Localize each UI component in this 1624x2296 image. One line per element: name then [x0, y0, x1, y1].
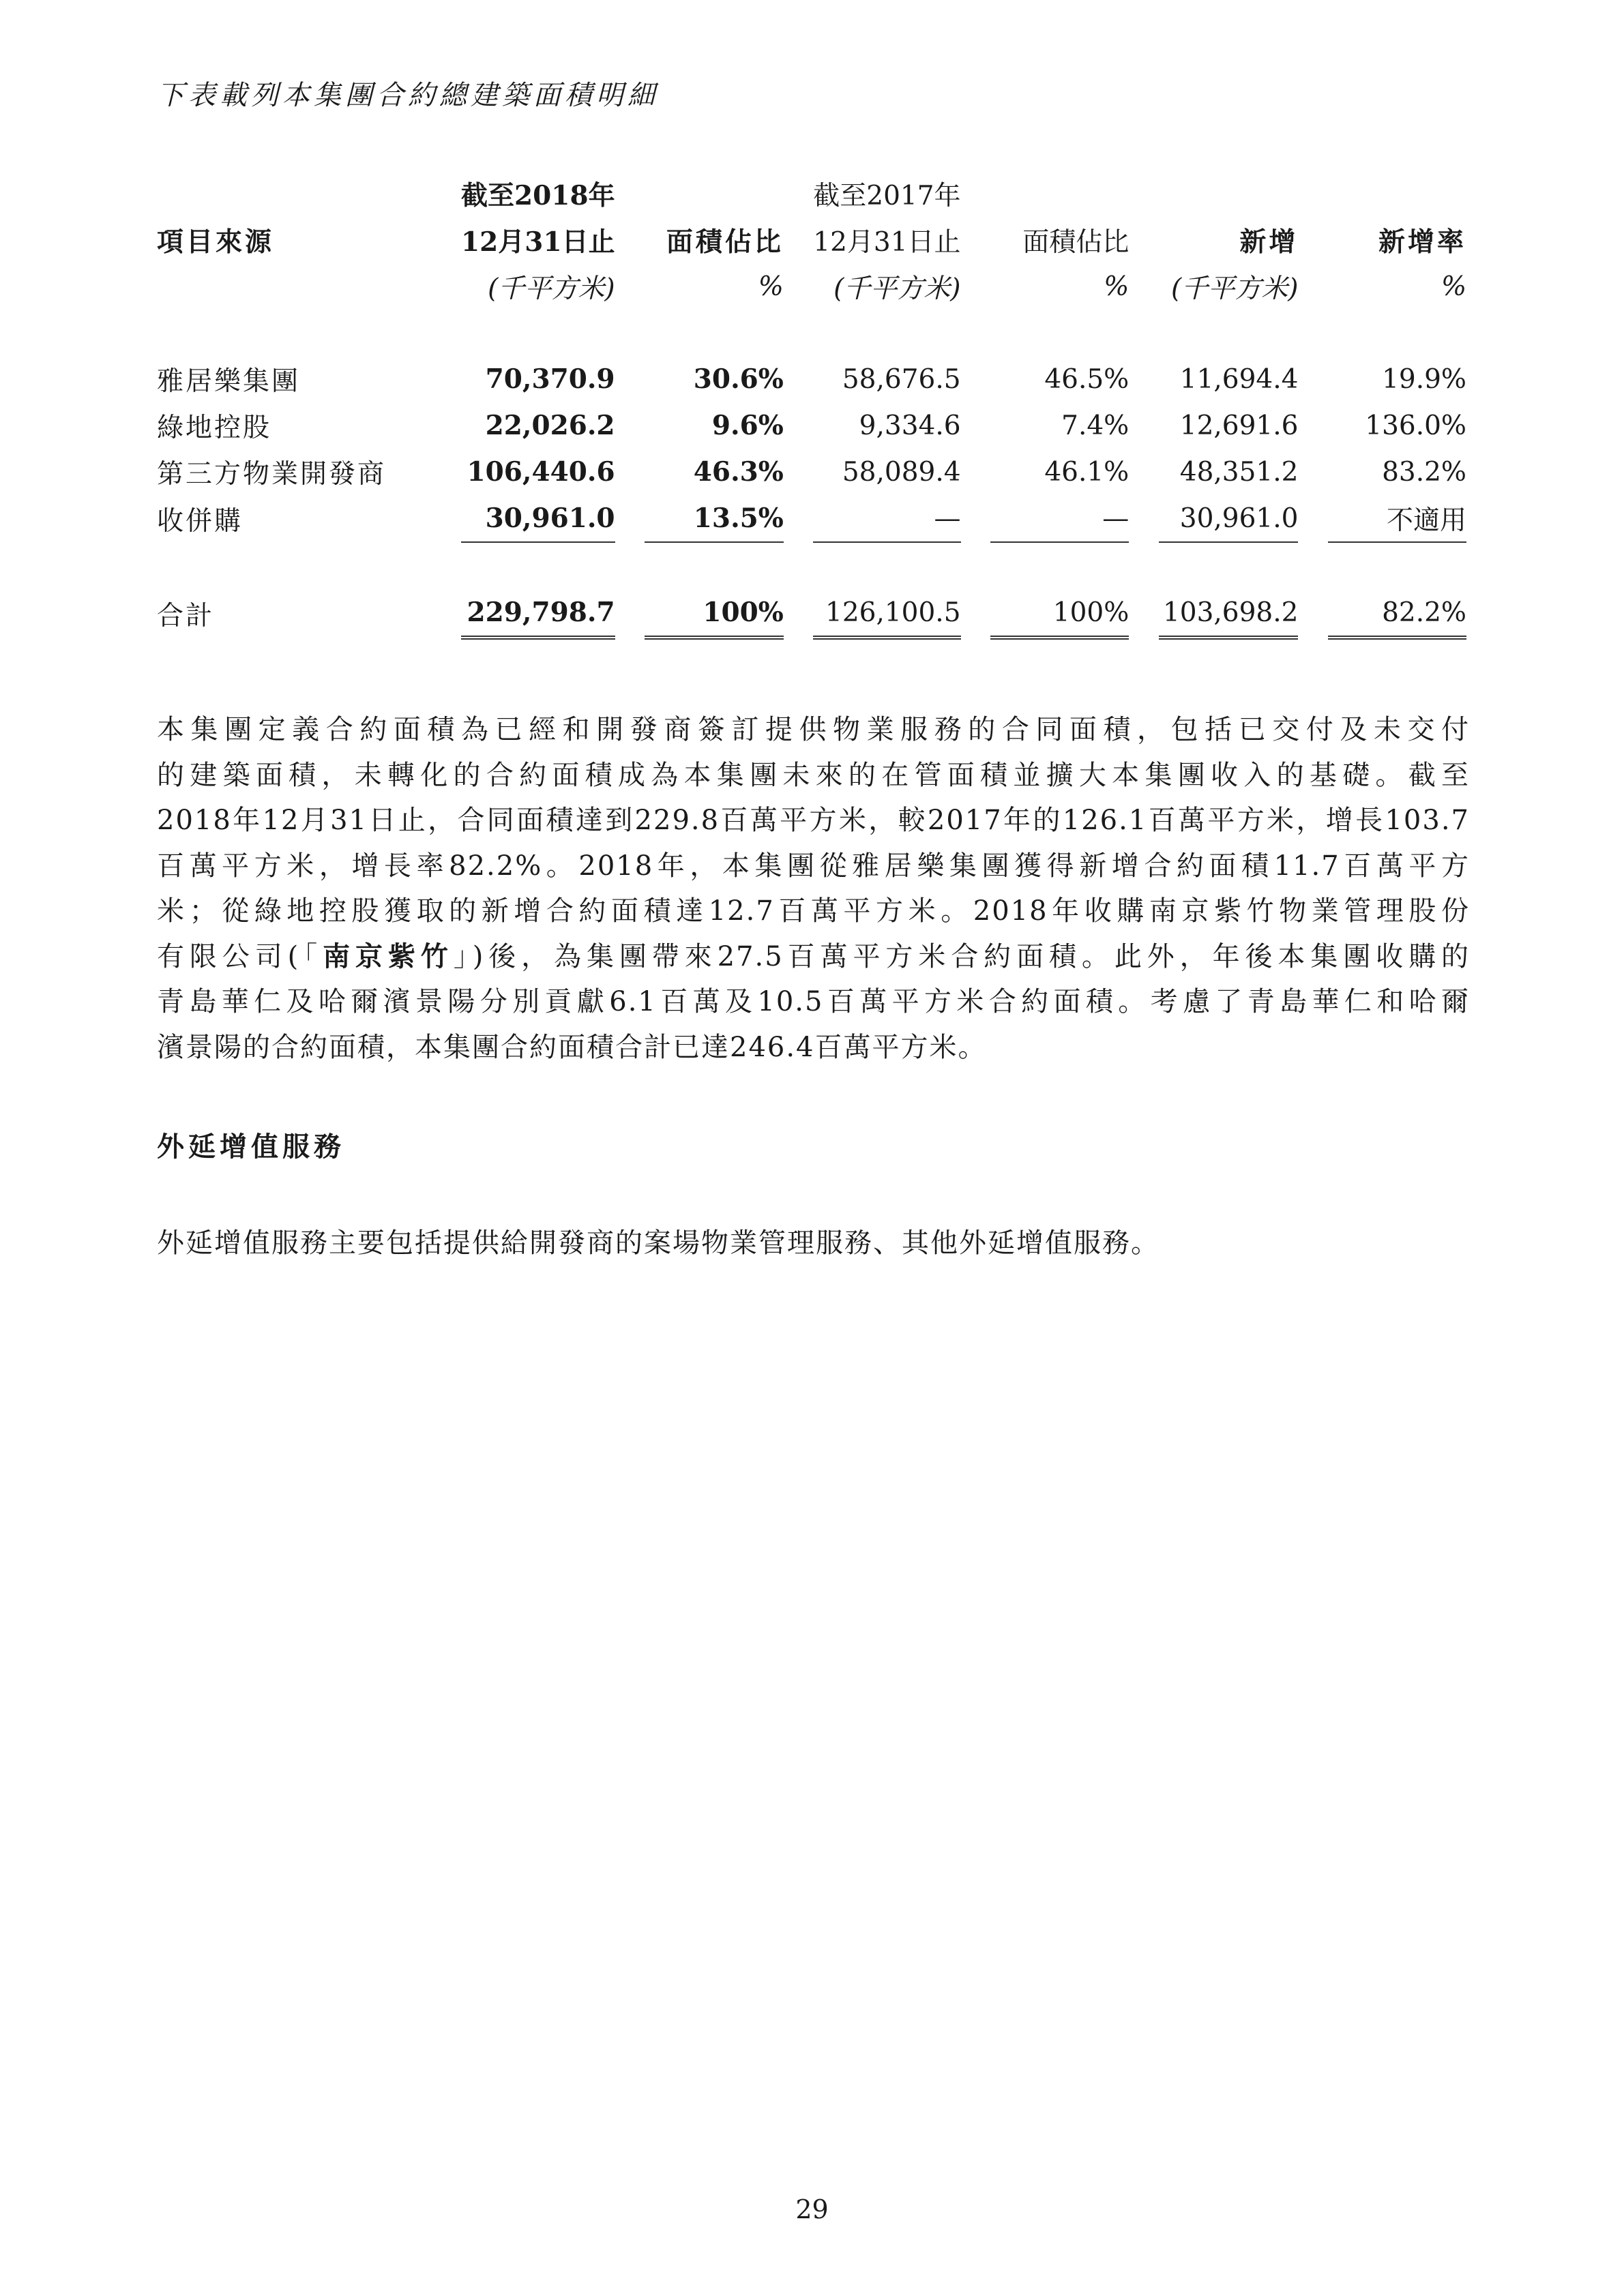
cell-area-2017: — — [813, 495, 960, 542]
unit-rate: % — [1441, 271, 1466, 302]
table-row — [157, 402, 1466, 449]
contract-area-table — [157, 170, 1466, 640]
paragraph-text: 」)後，為集團帶來27.5百萬平方米合約面積。此外，年後本集團收購的 — [453, 940, 1471, 972]
cell-share-2018: 30.6% — [693, 363, 784, 395]
header-share-2017: 面積佔比 — [1022, 227, 1130, 258]
cell-increase: 11,694.4 — [1179, 363, 1299, 395]
row-source: 雅居樂集團 — [157, 366, 301, 397]
cell-rate: 不適用 — [1328, 495, 1466, 542]
row-source: 第三方物業開發商 — [157, 459, 387, 490]
table-row — [157, 356, 1466, 402]
cell-increase: 12,691.6 — [1179, 410, 1299, 441]
unit-increase: (千平方米) — [1171, 273, 1299, 304]
header-row-2 — [157, 217, 1466, 263]
cell-share-2017: — — [990, 495, 1129, 542]
cell-share-2018: 46.3% — [693, 456, 784, 488]
paragraph-line-with-term — [157, 934, 1470, 980]
total-share-2017: 100% — [990, 589, 1129, 638]
paragraph-line: 米；從綠地控股獲取的新增合約面積達12.7百萬平方米。2018年收購南京紫竹物業管理股份 — [157, 895, 1470, 927]
cell-share-2017: 46.1% — [1044, 456, 1130, 488]
table-caption: 下表載列本集團合約總建築面積明細 — [157, 80, 659, 111]
cell-area-2018: 106,440.6 — [467, 456, 615, 488]
defined-term: 南京紫竹 — [323, 940, 454, 972]
cell-increase: 30,961.0 — [1159, 495, 1299, 542]
cell-area-2017: 58,089.4 — [842, 456, 961, 488]
cell-increase: 48,351.2 — [1179, 456, 1299, 488]
header-row-units — [157, 263, 1466, 310]
paragraph-line: 濱景陽的合約面積，本集團合約面積合計已達246.4百萬平方米。 — [157, 1031, 987, 1063]
cell-area-2018: 22,026.2 — [485, 410, 615, 441]
cell-area-2017: 9,334.6 — [859, 410, 961, 441]
paragraph-line: 本集團定義合約面積為已經和開發商簽訂提供物業服務的合同面積，包括已交付及未交付 — [157, 714, 1470, 745]
cell-area-2017: 58,676.5 — [842, 363, 961, 395]
contract-area-paragraph — [157, 707, 1470, 1070]
unit-share-2018: % — [758, 271, 784, 302]
unit-share-2017: % — [1104, 271, 1130, 302]
table-row — [157, 495, 1466, 542]
header-2018-line1: 截至2018年 — [461, 180, 615, 211]
value-added-services-paragraph: 外延增值服務主要包括提供給開發商的案場物業管理服務、其他外延增值服務。 — [157, 1227, 1160, 1259]
table-row — [157, 449, 1466, 495]
header-increase: 新增 — [1239, 227, 1299, 258]
cell-rate: 83.2% — [1382, 456, 1466, 488]
cell-area-2018: 70,370.9 — [485, 363, 615, 395]
paragraph-line: 2018年12月31日止，合同面積達到229.8百萬平方米，較2017年的126.1百萬平方米，增長103.7 — [157, 805, 1470, 836]
cell-share-2017: 7.4% — [1061, 410, 1130, 441]
header-rate: 新增率 — [1378, 227, 1466, 258]
unit-2017: (千平方米) — [833, 273, 961, 304]
total-increase: 103,698.2 — [1159, 589, 1299, 638]
total-share-2018: 100% — [645, 589, 784, 638]
header-2018-line2: 12月31日止 — [461, 226, 615, 258]
row-source: 收併購 — [157, 505, 243, 537]
total-rate: 82.2% — [1328, 589, 1466, 638]
cell-share-2018: 9.6% — [711, 410, 784, 441]
cell-area-2018: 30,961.0 — [461, 495, 615, 542]
section-heading: 外延增值服務 — [157, 1131, 345, 1163]
paragraph-line: 的建築面積，未轉化的合約面積成為本集團未來的在管面積並擴大本集團收入的基礎。截至 — [157, 759, 1470, 791]
total-label: 合計 — [157, 600, 215, 631]
cell-share-2017: 46.5% — [1044, 363, 1130, 395]
cell-rate: 136.0% — [1365, 410, 1466, 441]
paragraph-text: 有限公司(「 — [157, 940, 323, 972]
header-2017-line1: 截至2017年 — [813, 181, 961, 211]
row-source: 綠地控股 — [157, 413, 272, 443]
header-row-1 — [157, 170, 1466, 217]
header-2017-line2: 12月31日止 — [813, 227, 961, 258]
header-source: 項目來源 — [157, 227, 275, 258]
unit-2018: (千平方米) — [488, 273, 615, 304]
header-share-2018: 面積佔比 — [666, 227, 784, 258]
paragraph-line: 青島華仁及哈爾濱景陽分別貢獻6.1百萬及10.5百萬平方米合約面積。考慮了青島華仁和哈爾 — [157, 986, 1470, 1017]
page-number: 29 — [795, 2194, 829, 2224]
cell-share-2018: 13.5% — [645, 495, 784, 542]
paragraph-line: 百萬平方米，增長率82.2%。2018年，本集團從雅居樂集團獲得新增合約面積11.7百萬平方 — [157, 850, 1470, 882]
total-row — [157, 589, 1466, 638]
total-area-2017: 126,100.5 — [813, 589, 960, 638]
cell-rate: 19.9% — [1382, 363, 1466, 395]
total-area-2018: 229,798.7 — [461, 589, 615, 638]
